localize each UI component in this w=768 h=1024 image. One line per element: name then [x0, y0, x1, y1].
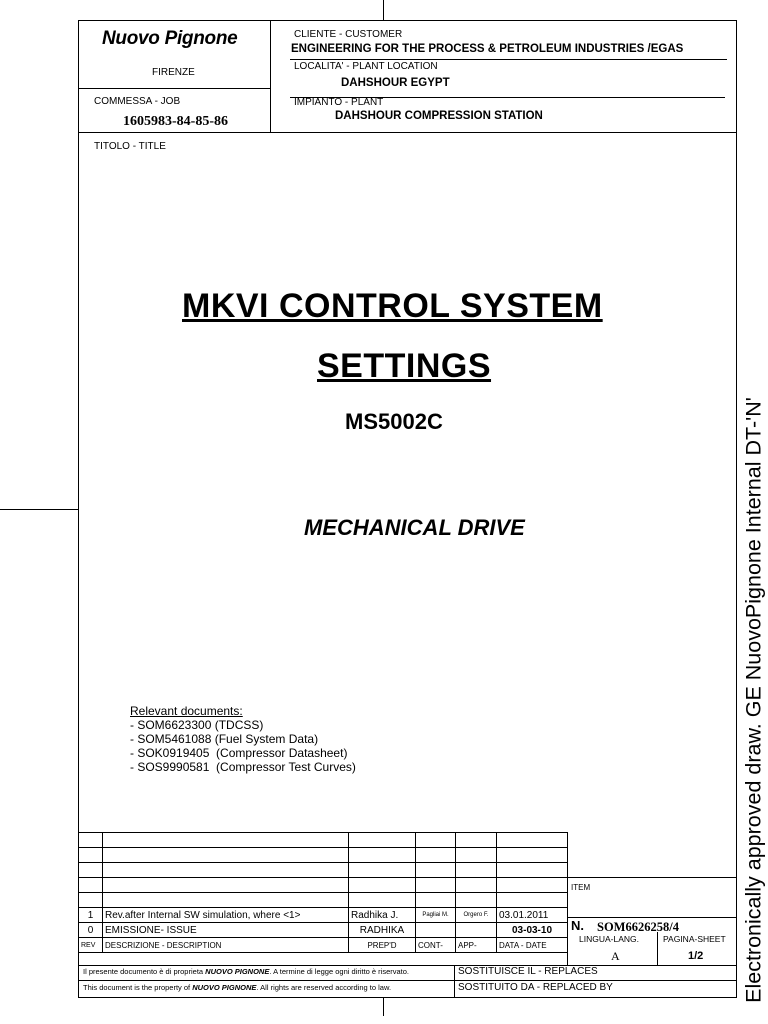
revision-prepared: RADHIKA	[349, 923, 416, 938]
relevant-document-item: - SOM6623300 (TDCSS)	[130, 718, 264, 732]
footer-divider	[454, 965, 455, 998]
document-title-line-2: SETTINGS	[317, 347, 492, 385]
language-label: LINGUA-LANG.	[579, 934, 639, 944]
date-column-label: DATA - DATE	[497, 938, 568, 953]
property-notice-en-post: . All rights are reserved according to law.	[256, 983, 392, 992]
item-block-left	[567, 832, 568, 965]
property-notice-it-post: . A termine di legge ogni diritto è riservato.	[269, 967, 410, 976]
crop-mark-top	[383, 0, 384, 20]
number-prefix: N.	[571, 918, 584, 933]
relevant-document-item: - SOS9990581 (Compressor Test Curves)	[130, 760, 356, 774]
company-logo-text: Nuovo Pignone	[102, 28, 238, 49]
prepared-column-label: PREP'D	[349, 938, 416, 953]
relevant-document-item: - SOM5461088 (Fuel System Data)	[130, 732, 319, 746]
customer-label: CLIENTE - CUSTOMER	[294, 29, 403, 40]
revision-description: EMISSIONE- ISSUE	[103, 923, 349, 938]
replaces-label: SOSTITUISCE IL - REPLACES	[458, 966, 598, 977]
rev-column-label: REV	[79, 938, 103, 953]
replaced-by-label: SOSTITUITO DA - REPLACED BY	[458, 982, 613, 993]
relevant-documents-heading: Relevant documents:	[130, 704, 243, 718]
property-notice-it-pre: Il presente documento è di proprieta	[83, 967, 206, 976]
crop-mark-bottom	[383, 998, 384, 1016]
revision-checked: Pagliai M.	[416, 908, 456, 923]
revision-approved: Orgero F.	[456, 908, 497, 923]
property-notice-en-brand: NUOVO PIGNONE	[192, 983, 257, 992]
crop-mark-left	[0, 509, 78, 510]
document-title-line-1: MKVI CONTROL SYSTEM	[182, 287, 603, 325]
revision-number: 1	[79, 908, 103, 923]
revision-checked	[416, 923, 456, 938]
revision-table	[78, 832, 568, 953]
approved-column-label: APP-	[456, 938, 497, 953]
revision-date: 03-03-10	[497, 923, 568, 938]
lang-sheet-divider	[657, 932, 658, 965]
revision-row-empty	[79, 878, 568, 893]
property-notice-it-brand: NUOVO PIGNONE	[205, 967, 270, 976]
revision-number: 0	[79, 923, 103, 938]
customer-name: ENGINEERING FOR THE PROCESS & PETROLEUM INDUSTRIES /EGAS	[291, 43, 684, 55]
model-code: MS5002C	[345, 409, 443, 434]
job-label: COMMESSA - JOB	[94, 96, 181, 107]
checked-column-label: CONT-	[416, 938, 456, 953]
job-number: 1605983-84-85-86	[123, 114, 228, 129]
item-label: ITEM	[571, 883, 591, 892]
revision-date: 03.01.2011	[497, 908, 568, 923]
city-label: FIRENZE	[152, 67, 195, 78]
sheet-label: PAGINA-SHEET	[663, 934, 726, 944]
header-row-line-1	[78, 88, 270, 89]
language-value: A	[611, 949, 620, 963]
footer-line-2	[78, 980, 737, 981]
location-label: LOCALITA' - PLANT LOCATION	[294, 61, 438, 72]
document-number: SOM6626258/4	[597, 920, 679, 934]
revision-header-row	[79, 938, 568, 953]
revision-row-empty	[79, 848, 568, 863]
customer-underline	[290, 59, 727, 60]
footer-line-1	[78, 965, 737, 966]
property-notice-it	[83, 967, 409, 976]
revision-row-empty	[79, 893, 568, 908]
revision-approved	[456, 923, 497, 938]
header-row-line-2	[78, 132, 737, 133]
relevant-documents	[130, 704, 356, 774]
revision-row-empty	[79, 863, 568, 878]
electronic-approval-stamp: Electronically approved draw. GE NuovoPignone Internal DT-'N'	[741, 397, 766, 1003]
relevant-document-item: - SOK0919405 (Compressor Datasheet)	[130, 746, 348, 760]
revision-description: Rev.after Internal SW simulation, where <1>	[103, 908, 349, 923]
revision-row	[79, 923, 568, 938]
plant-label: IMPIANTO - PLANT	[294, 97, 384, 108]
property-notice-en-pre: This document is the property of	[83, 983, 193, 992]
item-block-top	[567, 877, 737, 878]
plant-name: DAHSHOUR COMPRESSION STATION	[335, 110, 543, 122]
location-name: DAHSHOUR EGYPT	[341, 77, 450, 89]
description-column-label: DESCRIZIONE - DESCRIPTION	[103, 938, 349, 953]
item-block-mid	[567, 917, 737, 918]
revision-row	[79, 908, 568, 923]
revision-row-empty	[79, 833, 568, 848]
sheet-value: 1/2	[688, 950, 704, 962]
header-divider	[270, 20, 271, 132]
title-label: TITOLO - TITLE	[94, 141, 166, 152]
document-subtitle: MECHANICAL DRIVE	[304, 515, 525, 540]
property-notice-en	[83, 983, 391, 992]
revision-prepared: Radhika J.	[349, 908, 416, 923]
